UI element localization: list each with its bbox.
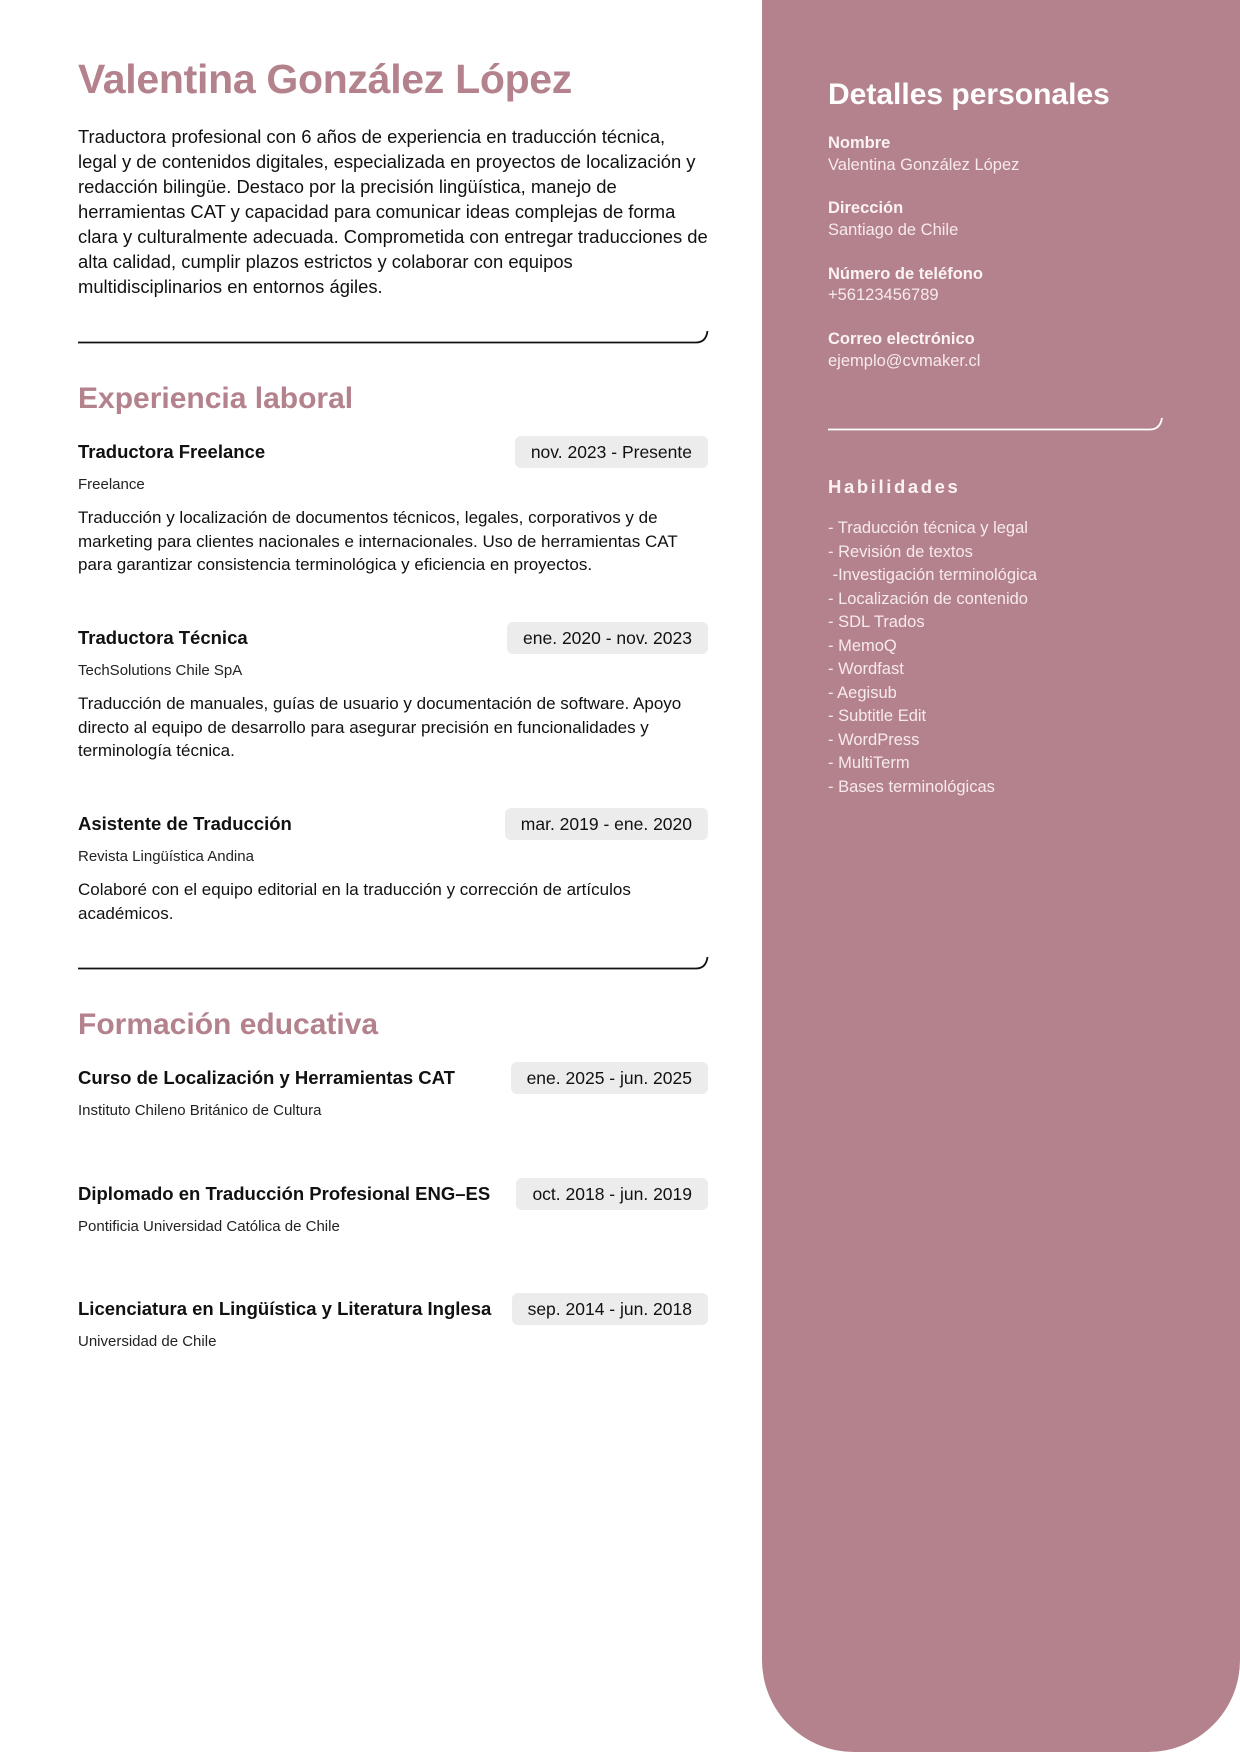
candidate-name: Valentina González López — [78, 56, 573, 102]
detail-label-email: Correo electrónico — [828, 330, 975, 348]
skill-item: - Traducción técnica y legal — [828, 519, 1028, 537]
skills-heading: Habilidades — [828, 476, 961, 497]
date-badge: nov. 2023 - Presente — [515, 436, 708, 468]
job-company: Revista Lingüística Andina — [78, 848, 254, 865]
detail-value-phone: +56123456789 — [828, 286, 939, 304]
skill-item: - Subtitle Edit — [828, 707, 927, 725]
job-title: Asistente de Traducción — [78, 813, 292, 834]
section-divider — [78, 956, 708, 970]
experience-heading: Experiencia laboral — [78, 382, 354, 415]
date-badge: oct. 2018 - jun. 2019 — [516, 1178, 708, 1210]
date-badge: ene. 2020 - nov. 2023 — [507, 622, 708, 654]
detail-value-address: Santiago de Chile — [828, 221, 959, 239]
detail-value-email: ejemplo@cvmaker.cl — [828, 352, 981, 370]
job-title: Traductora Freelance — [78, 441, 266, 462]
job-description: Traducción de manuales, guías de usuario y documentación de software. Apoyo directo al equipo de desarrollo para asegurar precisión en funcionalidades y terminología técnica. — [78, 694, 682, 761]
job-title: Traductora Técnica — [78, 627, 248, 648]
degree-title: Licenciatura en Lingüística y Literatura Inglesa — [78, 1298, 492, 1319]
date-badge: ene. 2025 - jun. 2025 — [511, 1062, 708, 1094]
sidebar-divider-line — [828, 416, 1168, 432]
skill-item: - Localización de contenido — [828, 589, 1028, 608]
skill-item: - Wordfast — [828, 660, 904, 678]
sidebar-divider — [828, 416, 1168, 432]
skill-item: - Revisión de textos — [828, 542, 973, 561]
professional-summary: Traductora profesional con 6 años de experiencia en traducción técnica, legal y de contenidos digitales, especializada en proyectos de localización y redacción bilingüe. Destaco por la precisión lingüística, manejo de herramientas CAT y capacidad para comunicar ideas complejas de forma clara y culturalmente adecuada. Comprometida con entregar traducciones de alta calidad, cumplir plazos estrictos y colaborar con equipos multidisciplinarios en entornos ágiles. — [78, 126, 708, 297]
detail-label-phone: Número de teléfono — [828, 265, 983, 283]
job-description: Traducción y localización de documentos técnicos, legales, corporativos y de marketing para clientes nacionales e internacionales. Uso de herramientas CAT para garantizar consistencia terminológica y eficiencia en proyectos. — [78, 508, 678, 575]
divider-line — [78, 956, 710, 970]
institution: Universidad de Chile — [78, 1333, 217, 1350]
section-divider — [78, 330, 708, 344]
skill-item: - Bases terminológicas — [828, 777, 995, 796]
date-badge: sep. 2014 - jun. 2018 — [512, 1293, 708, 1325]
skill-item: -Investigación terminológica — [828, 566, 1038, 584]
degree-title: Diplomado en Traducción Profesional ENG–ES — [78, 1183, 491, 1204]
education-heading: Formación educativa — [78, 1008, 379, 1041]
sidebar-personal-details — [762, 0, 1240, 1752]
detail-label-name: Nombre — [828, 134, 891, 152]
institution: Instituto Chileno Británico de Cultura — [78, 1102, 322, 1119]
detail-label-address: Dirección — [828, 199, 904, 217]
institution: Pontificia Universidad Católica de Chile — [78, 1218, 340, 1235]
skill-item: - SDL Trados — [828, 613, 925, 631]
job-description: Colaboré con el equipo editorial en la traducción y corrección de artículos académicos. — [78, 880, 631, 923]
skill-item: - MultiTerm — [828, 754, 910, 772]
personal-details-heading: Detalles personales — [828, 78, 1110, 111]
skill-item: - Aegisub — [828, 683, 897, 702]
divider-line — [78, 330, 710, 344]
detail-value-name: Valentina González López — [828, 156, 1020, 174]
skill-item: - WordPress — [828, 730, 920, 749]
degree-title: Curso de Localización y Herramientas CAT — [78, 1067, 455, 1088]
date-badge: mar. 2019 - ene. 2020 — [505, 808, 708, 840]
job-company: TechSolutions Chile SpA — [78, 662, 243, 679]
skill-item: - MemoQ — [828, 636, 897, 655]
job-company: Freelance — [78, 476, 145, 493]
skills-list — [828, 517, 1037, 799]
